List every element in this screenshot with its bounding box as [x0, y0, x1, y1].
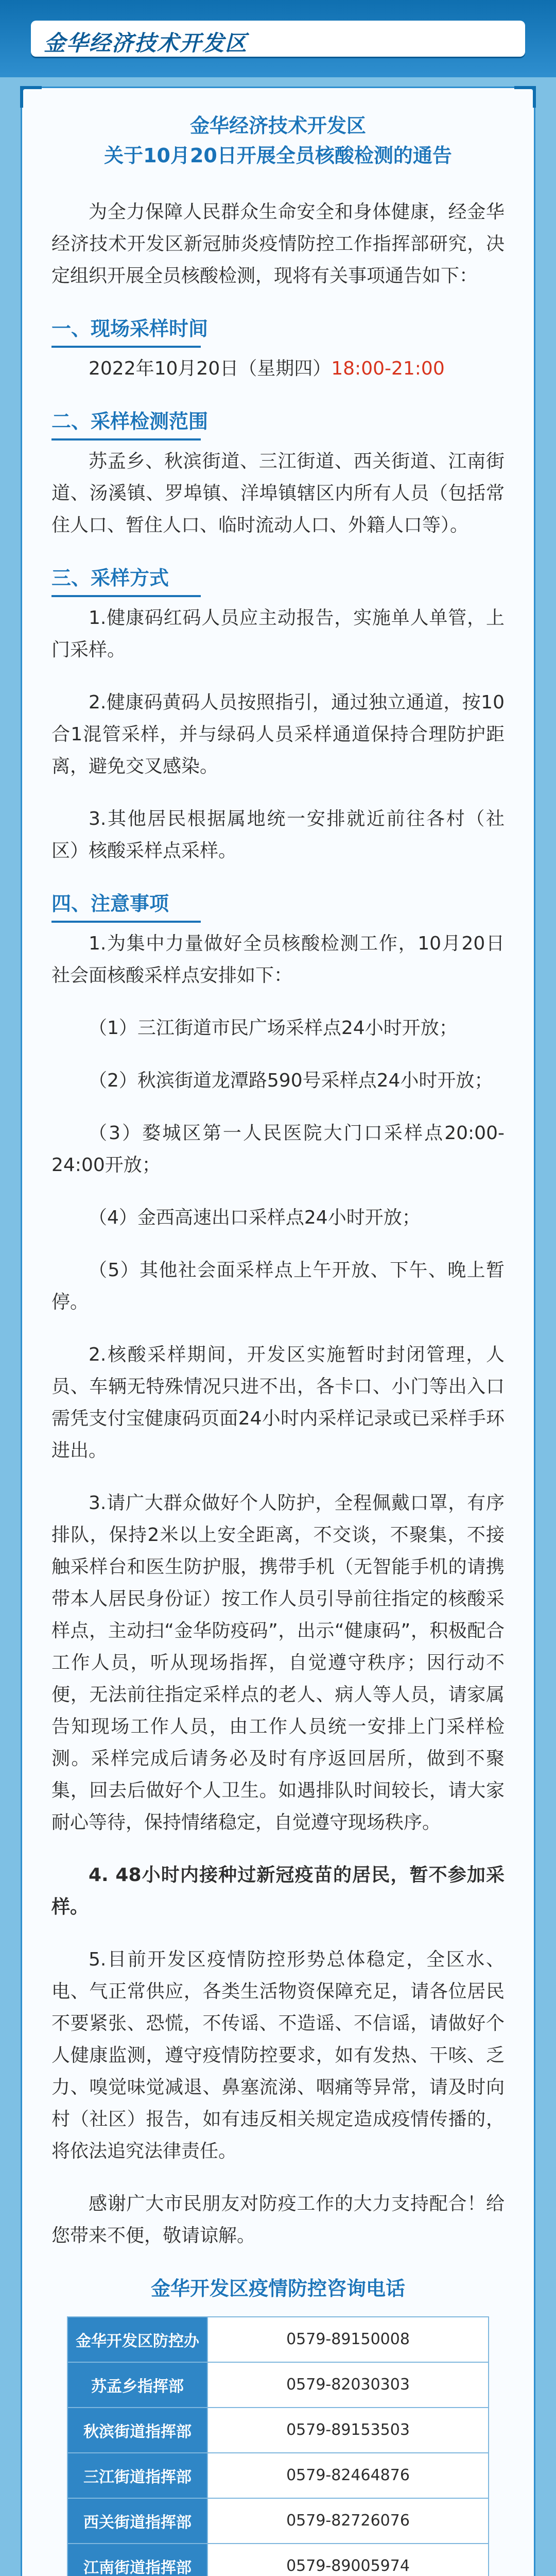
- table-row: [67, 2317, 489, 2362]
- contact-name: 江南街道指挥部: [67, 2544, 207, 2576]
- phone-number[interactable]: 0579-89005974: [286, 2557, 410, 2575]
- method-paragraph-1: 1.健康码红码人员应主动报告，实施单人单管，上门采样。: [51, 607, 505, 660]
- section-3-heading: [51, 562, 505, 597]
- sampling-site-item: （2）秋滨街道龙潭路590号采样点24小时开放；: [89, 1070, 493, 1091]
- section-4-heading-text: 四、注意事项: [51, 892, 169, 915]
- sampling-site-item: （1）三江街道市民广场采样点24小时开放；: [89, 1018, 458, 1039]
- contact-phone[interactable]: [207, 2317, 489, 2362]
- sampling-hours: 18:00-21:00: [331, 358, 445, 379]
- notice-title: [51, 111, 505, 171]
- notice-title-line1: 金华经济技术开发区: [189, 114, 366, 137]
- heading-underline: [51, 346, 201, 348]
- scope-paragraph: 苏孟乡、秋滨街道、三江街道、西关街道、江南街道、汤溪镇、罗埠镇、洋埠镇辖区内所有人员（包括常住人口、暂住人口、临时流动人口、外籍人口等）。: [51, 451, 505, 536]
- notes-paragraph-4: 4. 48小时内接种过新冠疫苗的居民，暂不参加采样。: [51, 1865, 505, 1918]
- header-title: 金华经济技术开发区: [44, 30, 248, 56]
- table-row: [67, 2544, 489, 2576]
- contact-name: 金华开发区防控办: [67, 2317, 207, 2362]
- contact-title: 金华开发区疫情防控咨询电话: [150, 2277, 405, 2300]
- contact-phone[interactable]: [207, 2362, 489, 2408]
- contact-name: 苏孟乡指挥部: [67, 2362, 207, 2408]
- method-paragraph-3: 3.其他居民根据属地统一安排就近前往各村（社区）核酸采样点采样。: [51, 808, 505, 861]
- contact-phone[interactable]: [207, 2453, 489, 2498]
- corner-decoration: [514, 86, 536, 108]
- section-2-heading: [51, 405, 505, 440]
- section-1-heading: [51, 313, 505, 348]
- contact-phone[interactable]: [207, 2544, 489, 2576]
- contact-name: 三江街道指挥部: [67, 2453, 207, 2498]
- contact-name: 秋滨街道指挥部: [67, 2408, 207, 2453]
- phone-number[interactable]: 0579-82030303: [286, 2376, 410, 2394]
- phone-number[interactable]: 0579-89153503: [286, 2421, 410, 2439]
- intro-paragraph: 为全力保障人民群众生命安全和身体健康，经金华经济技术开发区新冠肺炎疫情防控工作指挥部研究，决定组织开展全员核酸检测，现将有关事项通告如下：: [51, 201, 505, 286]
- sampling-site-item: （5）其他社会面采样点上午开放、下午、晚上暂停。: [51, 1260, 505, 1313]
- corner-decoration: [20, 86, 42, 108]
- phone-number[interactable]: 0579-82464876: [286, 2466, 410, 2484]
- table-row: [67, 2498, 489, 2544]
- notes-paragraph-2: 2.核酸采样期间，开发区实施暂时封闭管理，人员、车辆无特殊情况只进不出，各卡口、小门等出入口需凭支付宝健康码页面24小时内采样记录或已采样手环进出。: [51, 1344, 505, 1461]
- sampling-site-item: （3）婺城区第一人民医院大门口采样点20:00-24:00开放；: [51, 1123, 505, 1176]
- sampling-time: [51, 353, 505, 385]
- sampling-site-item: （4）金西高速出口采样点24小时开放；: [89, 1207, 421, 1228]
- method-paragraph-2: 2.健康码黄码人员按照指引，通过独立通道，按10合1混管采样，并与绿码人员采样通道保持合理防护距离，避免交叉感染。: [51, 692, 505, 777]
- contact-phone[interactable]: [207, 2498, 489, 2544]
- notes-paragraph-3: 3.请广大群众做好个人防护，全程佩戴口罩，有序排队，保持2米以上安全距离，不交谈，不聚集，不接触采样台和医生防护服，携带手机（无智能手机的请携带本人居民身份证）按工作人员引导前往指定的核酸采样点，主动扫“金华防疫码”，出示“健康码”，积极配合工作人员，听从现场指挥，自觉遵守秩序；因行动不便，无法前往指定采样点的老人、病人等人员，请家属告知现场工作人员，由工作人员统一安排上门采样检测。采样完成后请务必及时有序返回居所，做到不聚集，回去后做好个人卫生。如遇排队时间较长，请大家耐心等待，保持情绪稳定，自觉遵守现场秩序。: [51, 1493, 505, 1833]
- heading-underline: [51, 595, 201, 597]
- section-2-heading-text: 二、采样检测范围: [51, 410, 208, 433]
- contact-phone[interactable]: [207, 2408, 489, 2453]
- notes-paragraph-5: 5.目前开发区疫情防控形势总体稳定，全区水、电、气正常供应，各类生活物资保障充足，请各位居民不要紧张、恐慌，不传谣、不造谣、不信谣，请做好个人健康监测，遵守疫情防控要求，如有发热、干咳、乏力、嗅觉味觉减退、鼻塞流涕、咽痛等异常，请及时向村（社区）报告，如有违反相关规定造成疫情传播的，将依法追究法律责任。: [51, 1949, 505, 2162]
- heading-underline: [51, 921, 201, 923]
- notice-title-line2: 关于10月20日开展全员核酸检测的通告: [104, 144, 452, 167]
- contact-name: 西关街道指挥部: [67, 2498, 207, 2544]
- phone-number[interactable]: 0579-82726076: [286, 2512, 410, 2530]
- phone-number[interactable]: 0579-89150008: [286, 2330, 410, 2348]
- section-1-heading-text: 一、现场采样时间: [51, 317, 208, 340]
- table-row: [67, 2408, 489, 2453]
- heading-underline: [51, 438, 201, 440]
- contact-table: [67, 2316, 489, 2576]
- table-row: [67, 2362, 489, 2408]
- thanks-paragraph: 感谢广大市民朋友对防疫工作的大力支持配合！给您带来不便，敬请谅解。: [51, 2193, 505, 2246]
- sampling-date: 2022年10月20日（星期四）: [89, 358, 332, 379]
- table-row: [67, 2453, 489, 2498]
- notice-content: [51, 111, 505, 2576]
- notes-paragraph-1: 1.为集中力量做好全员核酸检测工作，10月20日社会面核酸采样点安排如下：: [51, 933, 505, 986]
- section-4-heading: [51, 888, 505, 923]
- section-3-heading-text: 三、采样方式: [51, 567, 169, 589]
